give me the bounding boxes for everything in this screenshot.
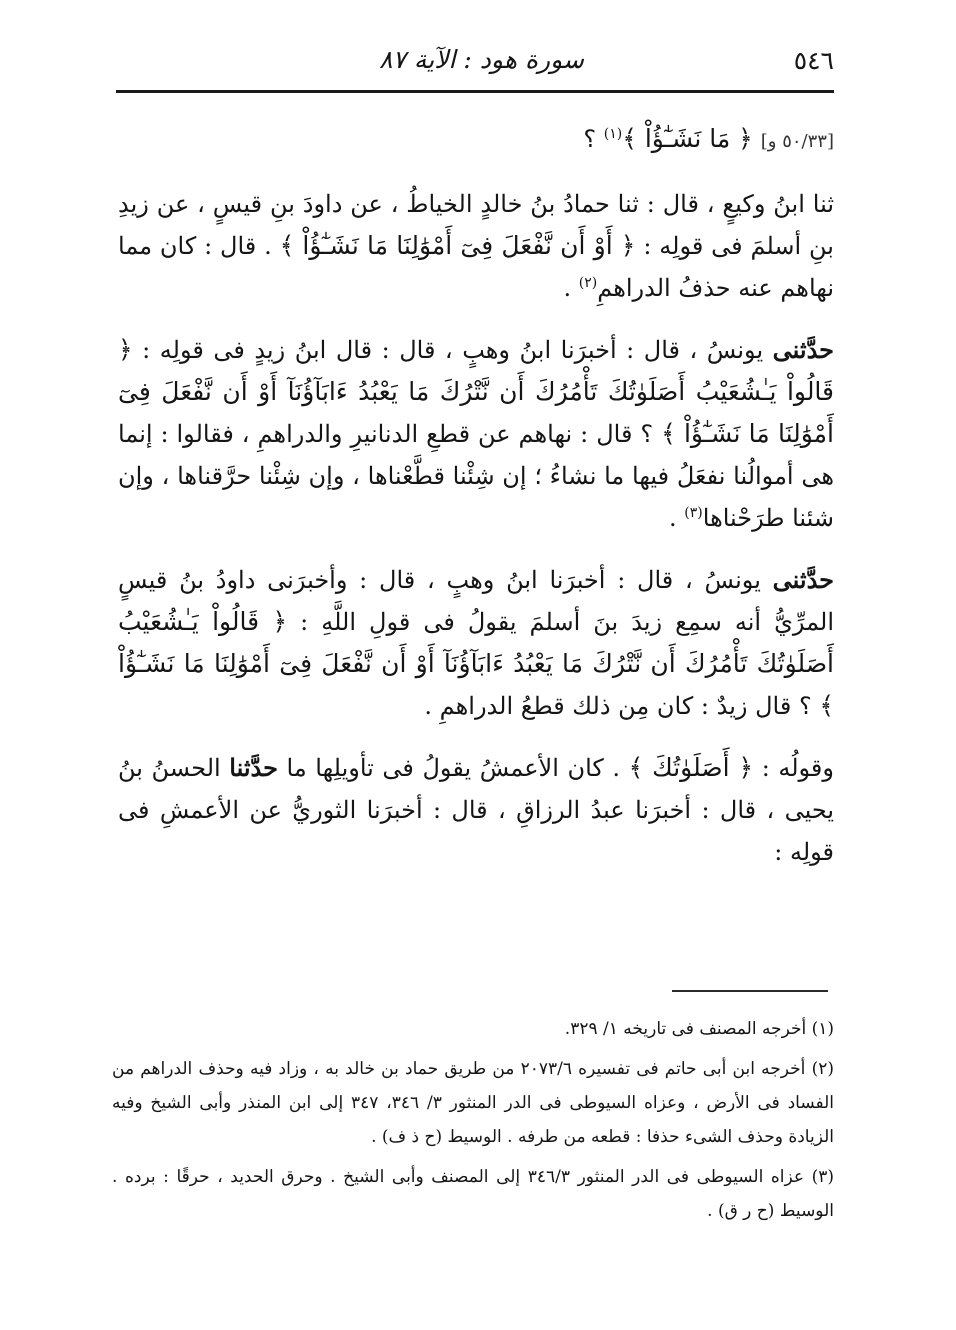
footnote-marker: (١)	[603, 126, 623, 142]
footnote-marker: (٣)	[684, 505, 703, 521]
text-run: يونسُ ، قال : أخبرَنا ابنُ وهبٍ ، قال : قال ابنُ زيدٍ فى قولِه :	[132, 336, 773, 364]
footnote-3: (٣) عزاه السيوطى فى الدر المنثور ٣٤٦/٣ إلى المصنف وأبى الشيخ . وحرق الحديد ، حرقًا : برده . الوسيط (ح ر ق) .	[112, 1167, 835, 1221]
page-header	[118, 40, 834, 86]
footnotes	[112, 1012, 834, 1234]
narration-marker: حدَّثنى	[772, 335, 834, 364]
page-number: ٥٤٦	[793, 46, 834, 75]
paragraph	[118, 118, 834, 163]
paragraph	[118, 747, 834, 873]
footnote-2: (٢) أخرجه ابن أبى حاتم فى تفسيره ٢٠٧٣/٦ من طريق حماد بن خالد به ، وزاد فيه وحذف الدراهم من الفساد فى الأرض ، وعزاه السيوطى فى الدر المنثور ٣/ ٣٤٦، ٣٤٧ إلى ابن المنذر وأبى الشيخ وفيه الزيادة وحذف الشىء حذفا : قطعه من طرفه . الوسيط (ح ذ ف) .	[112, 1059, 834, 1147]
narration-marker: حدَّثنا	[229, 753, 278, 782]
paragraph	[118, 183, 834, 309]
citation-ref: [٥٠/٣٣ و]	[760, 131, 834, 152]
text-run: .	[563, 274, 579, 302]
narration-marker: حدَّثنى	[772, 565, 834, 594]
quran-quote: ﴿ أَوْ أَن نَّفْعَلَ فِىٓ أَمْوَٰلِنَا مَا نَشَـٰٓؤُاْ ﴾	[279, 231, 636, 260]
quran-quote: ﴿ مَا نَشَـٰٓؤُاْ ﴾	[622, 124, 761, 153]
text-run: ؟	[583, 125, 604, 153]
paragraph	[118, 559, 834, 727]
header-rule	[116, 90, 834, 93]
text-run: الحسنُ بنُ يحيى ، قال : أخبرَنا عبدُ الرزاقِ ، قال : أخبرَنا الثوريُّ عن الأعمشِ فى قولِه :	[118, 754, 834, 866]
footnote-marker: (٢)	[578, 275, 598, 291]
footnote-rule	[672, 990, 828, 992]
main-text	[118, 118, 834, 873]
footnote-1: (١) أخرجه المصنف فى تاريخه ١/ ٣٢٩.	[564, 1019, 834, 1039]
text-run: يونسُ ، قال : أخبرَنا ابنُ وهبٍ ، قال : وأخبرَنى داودُ بنُ قيسٍ المرِّيُّ أنه سمِع زيدَ بنَ أسلمَ يقولُ فى قولِ اللَّهِ :	[118, 566, 834, 636]
text-run: . قال : كان مما نهاهم عنه حذفُ الدراهمِ	[118, 232, 834, 302]
text-run: . كان الأعمشُ يقولُ فى تأويلِها ما	[277, 754, 629, 782]
quran-quote: ﴿ قَالُواْ يَـٰشُعَيْبُ أَصَلَوٰتُكَ تَأْمُرُكَ أَن نَّتْرُكَ مَا يَعْبُدُ ءَابَآؤُنَآ أَوْ أَن نَّفْعَلَ فِىٓ أَمْوَٰلِنَا مَا نَشَـٰٓؤُاْ ﴾	[118, 335, 834, 448]
text-run: وقولُه :	[753, 754, 834, 782]
text-run: ثنا ابنُ وكيعٍ ، قال : ثنا حمادُ بنُ خالدٍ الخياطُ ، عن داودَ بنِ قيسٍ ، عن زيدِ بنِ أسلمَ فى قولِه :	[118, 190, 834, 260]
running-title: سورة هود : الآية ٨٧	[379, 45, 584, 74]
paragraph	[118, 329, 834, 539]
quran-quote: ﴿ قَالُواْ يَـٰشُعَيْبُ أَصَلَوٰتُكَ تَأْمُرُكَ أَن نَّتْرُكَ مَا يَعْبُدُ ءَابَآؤُنَآ أَوْ أَن نَّفْعَلَ فِىٓ أَمْوَٰلِنَا مَا نَشَـٰٓؤُاْ ﴾	[118, 607, 834, 720]
quran-quote: ﴿ أَصَلَوٰتُكَ ﴾	[628, 753, 754, 782]
text-run: .	[669, 504, 685, 532]
text-run: ؟ قال زيدٌ : كان مِن ذلك قطعُ الدراهمِ .	[424, 692, 820, 720]
text-run: ؟ قال : نهاهم عن قطعِ الدنانيرِ والدراهمِ ، فقالوا : إنما هى أموالُنا نفعَلُ فيها ما نشاءُ ؛ إن شِئْنا قطَّعْناها ، وإن شِئْنا حرَّقناها ، وإن شئنا طرَحْناها	[118, 420, 834, 532]
